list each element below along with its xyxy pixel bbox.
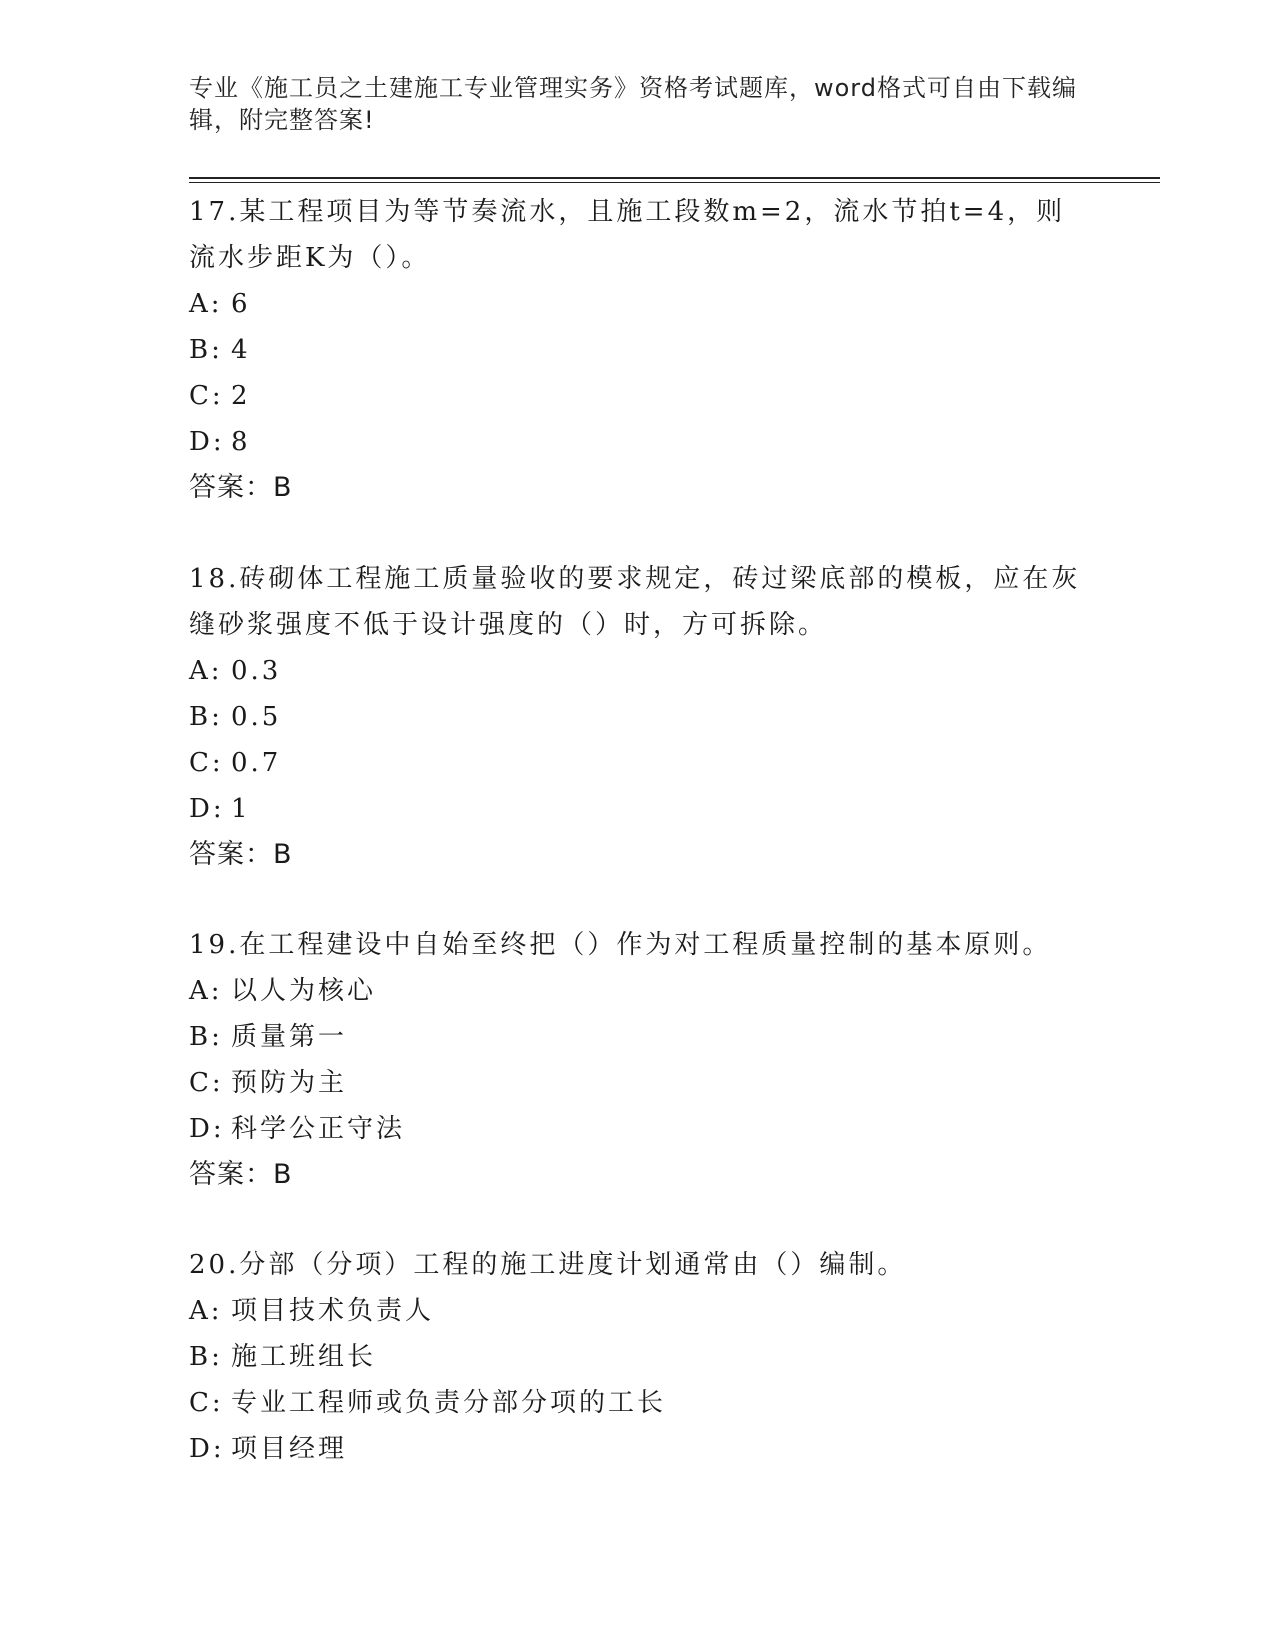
option-b bbox=[189, 327, 1089, 373]
answer-line: 答案：B bbox=[189, 1159, 293, 1190]
option-letter: D: bbox=[189, 1434, 225, 1464]
option-letter: D: bbox=[189, 427, 225, 457]
option-b bbox=[189, 1334, 1089, 1380]
question-stem: 18.砖砌体工程施工质量验收的要求规定，砖过梁底部的模板，应在灰缝砂浆强度不低于设计强度的（）时，方可拆除。 bbox=[189, 564, 1081, 640]
option-letter: C: bbox=[189, 381, 224, 411]
question-stem: 20.分部（分项）工程的施工进度计划通常由（）编制。 bbox=[189, 1250, 907, 1280]
header-divider bbox=[189, 177, 1160, 179]
question-18 bbox=[189, 556, 1089, 878]
question-20 bbox=[189, 1242, 1089, 1472]
option-text: 项目经理 bbox=[231, 1434, 348, 1464]
option-a bbox=[189, 1288, 1089, 1334]
option-text: 1 bbox=[231, 794, 251, 824]
option-letter: B: bbox=[189, 1022, 223, 1052]
question-19 bbox=[189, 922, 1089, 1198]
option-b bbox=[189, 1014, 1089, 1060]
option-letter: B: bbox=[189, 702, 223, 732]
option-a bbox=[189, 648, 1089, 694]
option-letter: D: bbox=[189, 1114, 225, 1144]
question-stem: 19.在工程建设中自始至终把（）作为对工程质量控制的基本原则。 bbox=[189, 930, 1052, 960]
option-letter: A: bbox=[189, 1296, 223, 1326]
option-text: 2 bbox=[231, 381, 251, 411]
answer-line: 答案：B bbox=[189, 839, 293, 870]
option-letter: C: bbox=[189, 1388, 224, 1418]
option-text: 0.7 bbox=[231, 748, 282, 778]
option-letter: A: bbox=[189, 289, 223, 319]
answer-line: 答案：B bbox=[189, 472, 293, 503]
option-text: 科学公正守法 bbox=[231, 1114, 406, 1144]
option-b bbox=[189, 694, 1089, 740]
option-text: 0.5 bbox=[231, 702, 282, 732]
option-letter: B: bbox=[189, 335, 223, 365]
option-letter: B: bbox=[189, 1342, 223, 1372]
option-text: 施工班组长 bbox=[231, 1342, 377, 1372]
option-c bbox=[189, 1060, 1089, 1106]
option-letter: A: bbox=[189, 976, 223, 1006]
option-text: 专业工程师或负责分部分项的工长 bbox=[231, 1388, 667, 1418]
option-d bbox=[189, 786, 1089, 832]
option-text: 8 bbox=[231, 427, 251, 457]
option-c bbox=[189, 740, 1089, 786]
option-text: 以人为核心 bbox=[231, 976, 377, 1006]
option-a bbox=[189, 968, 1089, 1014]
option-d bbox=[189, 419, 1089, 465]
option-c bbox=[189, 373, 1089, 419]
option-letter: C: bbox=[189, 1068, 224, 1098]
option-text: 质量第一 bbox=[231, 1022, 348, 1052]
option-d bbox=[189, 1426, 1089, 1472]
option-letter: D: bbox=[189, 794, 225, 824]
option-a bbox=[189, 281, 1089, 327]
option-letter: A: bbox=[189, 656, 223, 686]
document-header: 专业《施工员之土建施工专业管理实务》资格考试题库，word格式可自由下载编辑，附完整答案! bbox=[189, 74, 1077, 134]
header-divider-thin bbox=[189, 182, 1160, 183]
option-text: 项目技术负责人 bbox=[231, 1296, 435, 1326]
option-text: 0.3 bbox=[231, 656, 282, 686]
option-text: 预防为主 bbox=[231, 1068, 348, 1098]
option-letter: C: bbox=[189, 748, 224, 778]
option-text: 4 bbox=[231, 335, 251, 365]
option-text: 6 bbox=[231, 289, 251, 319]
question-stem: 17.某工程项目为等节奏流水，且施工段数m=2，流水节拍t=4，则流水步距K为（）。 bbox=[189, 197, 1066, 273]
option-d bbox=[189, 1106, 1089, 1152]
question-17 bbox=[189, 189, 1089, 511]
option-c bbox=[189, 1380, 1089, 1426]
